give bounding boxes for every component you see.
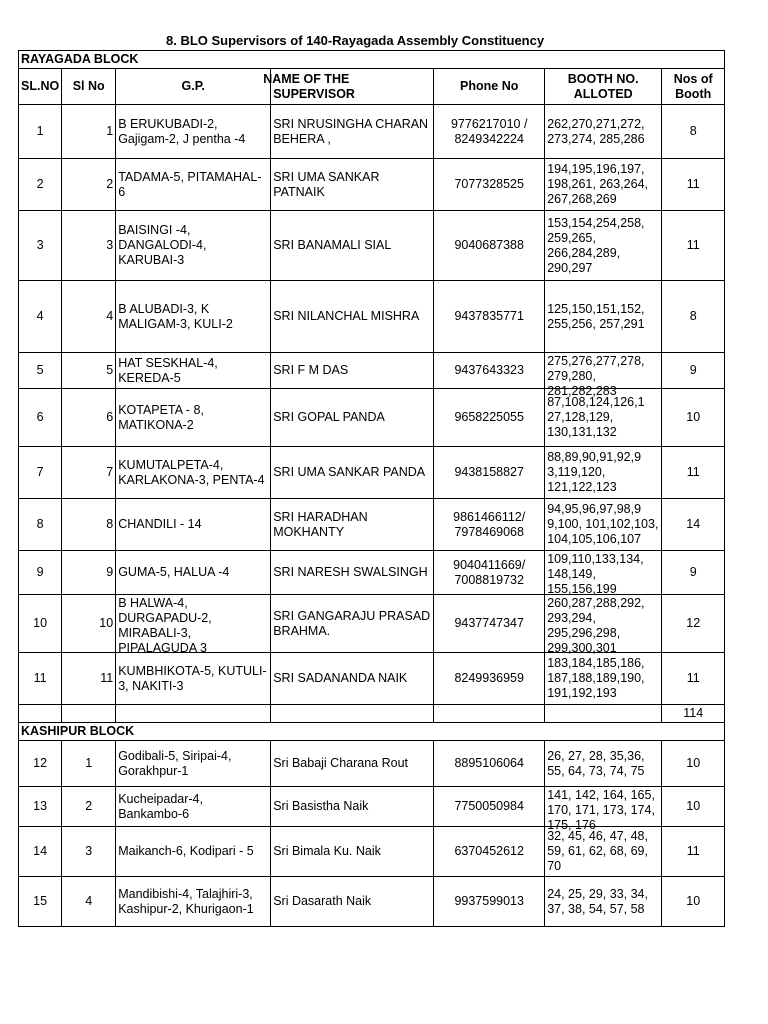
row-booth-numbers-text: 94,95,96,97,98,9 9,100, 101,102,103, 104,105,106,107 (547, 502, 659, 546)
row-sl-no-2 (62, 595, 116, 653)
row-nos-of-booth-text: 8 (689, 309, 697, 323)
row-phone-no (434, 447, 545, 499)
row-nos-of-booth-text: 10 (686, 894, 701, 908)
row-sl-no-2-text: 2 (106, 177, 114, 191)
row-phone-no-text: 9937599013 (454, 894, 524, 908)
row-sl-no-text: 14 (33, 844, 48, 858)
row-sl-no (19, 389, 62, 447)
row-gp (116, 551, 271, 595)
row-booth-numbers-text: 275,276,277,278, 279,280, 281,282,283 (547, 353, 645, 398)
row-sl-no (19, 281, 62, 353)
row-booth-numbers (545, 499, 662, 551)
row-supervisor-name (271, 877, 434, 927)
row-gp-text: Godibali-5, Siripai-4, Gorakhpur-1 (118, 748, 232, 778)
row-phone-no (434, 159, 545, 211)
row-nos-of-booth (662, 551, 725, 595)
row-sl-no-2 (62, 499, 116, 551)
row-sl-no (19, 877, 62, 927)
row-sl-no-2-text: 5 (106, 363, 114, 377)
row-nos-of-booth-text: 12 (686, 616, 701, 630)
row-nos-of-booth (662, 353, 725, 389)
row-sl-no (19, 595, 62, 653)
row-gp-text: Mandibishi-4, Talajhiri-3, Kashipur-2, Khurigaon-1 (118, 886, 254, 916)
row-nos-of-booth-text: 10 (686, 799, 701, 813)
row-sl-no-2-text: 2 (85, 799, 93, 813)
row-gp-text: HAT SESKHAL-4, KEREDA-5 (118, 355, 218, 385)
row-nos-of-booth (662, 281, 725, 353)
row-phone-no-text: 6370452612 (454, 844, 524, 858)
row-gp-text: CHANDILI - 14 (118, 517, 202, 531)
row-booth-numbers-text: 153,154,254,258, 259,265, 266,284,289, 290,297 (547, 215, 645, 275)
row-phone-no-text: 8895106064 (454, 756, 524, 770)
row-gp (116, 211, 271, 281)
row-supervisor-name-text: SRI UMA SANKAR PATNAIK (273, 169, 380, 199)
row-sl-no-2 (62, 211, 116, 281)
row-sl-no (19, 499, 62, 551)
row-gp-text: KUMUTALPETA-4, KARLAKONA-3, PENTA-4 (118, 457, 265, 487)
row-gp (116, 281, 271, 353)
row-sl-no (19, 787, 62, 827)
row-sl-no (19, 653, 62, 705)
row-supervisor-name-text: SRI GANGARAJU PRASAD BRAHMA. (273, 608, 431, 638)
row-sl-no-2-text: 10 (99, 616, 114, 630)
row-supervisor-name (271, 281, 434, 353)
row-supervisor-name-text: SRI GOPAL PANDA (273, 410, 385, 424)
row-gp (116, 827, 271, 877)
row-gp (116, 787, 271, 827)
row-gp-text: B HALWA-4, DURGAPADU-2, MIRABALI-3, PIPALAGUDA 3 (118, 595, 212, 655)
row-booth-numbers (545, 159, 662, 211)
row-sl-no-2-text: 7 (106, 465, 114, 479)
row-phone-no (434, 281, 545, 353)
row-booth-numbers-text: 87,108,124,126,1 27,128,129, 130,131,132 (547, 395, 645, 439)
row-supervisor-name-text: SRI NILANCHAL MISHRA (273, 309, 420, 323)
row-supervisor-name (271, 105, 434, 159)
row-gp-text: Kucheipadar-4, Bankambo-6 (118, 791, 203, 821)
row-sl-no (19, 551, 62, 595)
row-phone-no-text: 8249936959 (454, 671, 524, 685)
row-nos-of-booth-text: 10 (686, 756, 701, 770)
row-sl-no-2-text: 6 (106, 410, 114, 424)
row-phone-no (434, 653, 545, 705)
table-row (19, 105, 725, 159)
row-gp-text: KUMBHIKOTA-5, KUTULI-3, NAKITI-3 (118, 663, 267, 693)
row-booth-numbers-text: 194,195,196,197, 198,261, 263,264, 267,268,269 (547, 162, 648, 206)
row-gp (116, 389, 271, 447)
table-row (19, 159, 725, 211)
row-sl-no (19, 353, 62, 389)
row-sl-no-2-text: 3 (106, 238, 114, 252)
row-supervisor-name (271, 741, 434, 787)
row-phone-no-text: 9437835771 (454, 309, 524, 323)
row-booth-numbers-text: 125,150,151,152, 255,256, 257,291 (547, 301, 645, 331)
row-sl-no (19, 211, 62, 281)
row-phone-no (434, 827, 545, 877)
row-sl-no-text: 11 (33, 671, 47, 685)
row-sl-no-text: 10 (33, 616, 48, 630)
row-phone-no-text: 7077328525 (454, 177, 524, 191)
row-supervisor-name (271, 499, 434, 551)
row-sl-no-text: 5 (36, 363, 44, 377)
row-sl-no-text: 1 (36, 124, 44, 138)
row-nos-of-booth-text: 9 (689, 363, 697, 377)
header-gp: G.P. (116, 69, 271, 105)
row-sl-no-2 (62, 389, 116, 447)
block-label: RAYAGADA BLOCK (19, 51, 725, 69)
row-gp-text: BAISINGI -4, DANGALODI-4, KARUBAI-3 (118, 223, 207, 267)
total-empty-cell (271, 705, 434, 723)
total-empty-cell (116, 705, 271, 723)
row-supervisor-name-text: SRI HARADHAN MOKHANTY (273, 509, 368, 539)
header-sl-no: SL.NO (19, 69, 62, 105)
row-booth-numbers-text: 26, 27, 28, 35,36, 55, 64, 73, 74, 75 (547, 748, 645, 778)
row-phone-no (434, 353, 545, 389)
row-gp (116, 653, 271, 705)
row-supervisor-name-text: SRI F M DAS (273, 363, 349, 377)
row-sl-no (19, 447, 62, 499)
row-phone-no-text: 9776217010 / 8249342224 (450, 116, 528, 146)
row-nos-of-booth (662, 653, 725, 705)
total-empty-cell (434, 705, 545, 723)
row-gp-text: GUMA-5, HALUA -4 (118, 565, 230, 579)
row-supervisor-name (271, 787, 434, 827)
row-booth-numbers (545, 827, 662, 877)
table-header-row (19, 69, 725, 105)
row-supervisor-name (271, 551, 434, 595)
table-row (19, 551, 725, 595)
row-booth-numbers (545, 595, 662, 653)
row-sl-no-2 (62, 447, 116, 499)
row-sl-no-text: 8 (36, 517, 44, 531)
row-booth-numbers (545, 353, 662, 398)
row-sl-no-2 (62, 159, 116, 211)
row-sl-no-2-text: 9 (106, 565, 114, 579)
row-nos-of-booth-text: 11 (686, 238, 700, 252)
row-phone-no (434, 877, 545, 927)
row-sl-no-text: 12 (33, 756, 48, 770)
row-nos-of-booth (662, 499, 725, 551)
row-nos-of-booth-text: 11 (686, 465, 700, 479)
row-supervisor-name-text: SRI NARESH SWALSINGH (273, 565, 428, 579)
row-supervisor-name (271, 389, 434, 447)
row-sl-no-2-text: 3 (85, 844, 93, 858)
row-nos-of-booth (662, 787, 725, 827)
row-sl-no-2-text: 1 (106, 124, 114, 138)
row-nos-of-booth-text: 11 (686, 177, 700, 191)
table-row (19, 741, 725, 787)
table-row (19, 595, 725, 653)
row-nos-of-booth (662, 211, 725, 281)
row-sl-no-text: 7 (36, 465, 44, 479)
row-phone-no-text: 9658225055 (454, 410, 524, 424)
row-booth-numbers (545, 653, 662, 705)
table-row (19, 353, 725, 389)
row-sl-no-2-text: 11 (100, 671, 114, 685)
row-gp-text: TADAMA-5, PITAMAHAL-6 (118, 169, 262, 199)
row-supervisor-name-text: SRI BANAMALI SIAL (273, 238, 392, 252)
row-gp (116, 595, 271, 653)
row-phone-no (434, 787, 545, 827)
row-gp (116, 353, 271, 389)
row-nos-of-booth (662, 741, 725, 787)
row-phone-no-text: 9437643323 (454, 363, 524, 377)
row-gp (116, 105, 271, 159)
table-row (19, 653, 725, 705)
total-empty-cell (19, 705, 62, 723)
row-sl-no-2-text: 4 (106, 309, 114, 323)
row-sl-no-text: 9 (36, 565, 44, 579)
table-row (19, 877, 725, 927)
table-row (19, 787, 725, 827)
row-sl-no (19, 741, 62, 787)
row-booth-numbers (545, 551, 662, 595)
table-row (19, 499, 725, 551)
row-booth-numbers-text: 88,89,90,91,92,9 3,119,120, 121,122,123 (547, 450, 642, 494)
row-sl-no-2 (62, 787, 116, 827)
row-sl-no-text: 2 (36, 177, 44, 191)
row-gp (116, 447, 271, 499)
row-phone-no (434, 551, 545, 595)
row-phone-no (434, 595, 545, 653)
row-phone-no (434, 389, 545, 447)
row-sl-no-text: 15 (33, 894, 48, 908)
table-row (19, 827, 725, 877)
row-gp-text: B ERUKUBADI-2, Gajigam-2, J pentha -4 (118, 116, 246, 146)
row-supervisor-name (271, 211, 434, 281)
row-booth-numbers (545, 877, 662, 927)
row-sl-no-2-text: 1 (85, 756, 93, 770)
row-supervisor-name-text: SRI UMA SANKAR PANDA (273, 465, 426, 479)
row-booth-numbers-text: 260,287,288,292, 293,294, 295,296,298, 299,300,301 (547, 595, 645, 655)
row-sl-no-text: 6 (36, 410, 44, 424)
row-sl-no-text: 13 (33, 799, 48, 813)
total-booth-count: 114 (662, 705, 725, 723)
row-supervisor-name-text: Sri Basistha Naik (273, 799, 369, 813)
table-row (19, 447, 725, 499)
row-sl-no-2-text: 8 (106, 517, 114, 531)
blo-supervisor-table (18, 50, 725, 927)
row-phone-no (434, 211, 545, 281)
row-gp (116, 159, 271, 211)
row-sl-no-2 (62, 827, 116, 877)
row-phone-no (434, 741, 545, 787)
row-sl-no-2-text: 4 (85, 894, 93, 908)
row-sl-no (19, 159, 62, 211)
row-sl-no-2 (62, 653, 116, 705)
row-booth-numbers (545, 447, 662, 499)
row-nos-of-booth-text: 10 (686, 410, 701, 424)
document-title: 8. BLO Supervisors of 140-Rayagada Assembly Constituency (166, 33, 545, 48)
row-gp (116, 877, 271, 927)
row-gp (116, 741, 271, 787)
row-gp (116, 499, 271, 551)
row-sl-no-text: 3 (36, 238, 44, 252)
block-header-row (19, 51, 725, 69)
header-supervisor-name: NAME OF THE SUPERVISOR (271, 69, 434, 105)
header-sl-no-2: Sl No (62, 69, 116, 105)
row-phone-no (434, 105, 545, 159)
row-nos-of-booth (662, 877, 725, 927)
row-sl-no (19, 105, 62, 159)
row-nos-of-booth-text: 8 (689, 124, 697, 138)
row-nos-of-booth (662, 827, 725, 877)
header-booth-no: BOOTH NO. ALLOTED (545, 69, 662, 105)
table-row (19, 211, 725, 281)
row-phone-no-text: 9040411669/ 7008819732 (453, 557, 526, 587)
row-supervisor-name (271, 827, 434, 877)
row-booth-numbers-text: 183,184,185,186, 187,188,189,190, 191,192,193 (547, 656, 645, 700)
row-booth-numbers (545, 741, 662, 787)
row-gp-text: Maikanch-6, Kodipari - 5 (118, 844, 254, 858)
row-supervisor-name-text: SRI SADANANDA NAIK (273, 671, 408, 685)
row-gp-text: KOTAPETA - 8, MATIKONA-2 (118, 402, 204, 432)
row-booth-numbers-text: 109,110,133,134, 148,149, 155,156,199 (547, 551, 644, 596)
row-nos-of-booth (662, 447, 725, 499)
block-label: KASHIPUR BLOCK (19, 723, 725, 741)
row-supervisor-name (271, 653, 434, 705)
row-sl-no-2 (62, 877, 116, 927)
row-nos-of-booth (662, 105, 725, 159)
row-phone-no (434, 499, 545, 551)
row-supervisor-name (271, 595, 434, 653)
row-supervisor-name-text: Sri Dasarath Naik (273, 894, 372, 908)
row-nos-of-booth-text: 11 (686, 671, 700, 685)
row-booth-numbers (545, 389, 662, 447)
header-phone-no: Phone No (434, 69, 545, 105)
row-sl-no-2 (62, 105, 116, 159)
row-booth-numbers-text: 141, 142, 164, 165, 170, 171, 173, 174, 175, 176 (547, 787, 655, 832)
row-booth-numbers-text: 262,270,271,272, 273,274, 285,286 (547, 116, 645, 146)
row-sl-no (19, 827, 62, 877)
total-empty-cell (62, 705, 116, 723)
row-sl-no-2 (62, 741, 116, 787)
table-row (19, 281, 725, 353)
row-gp-text: B ALUBADI-3, K MALIGAM-3, KULI-2 (118, 301, 233, 331)
row-booth-numbers (545, 787, 662, 832)
row-booth-numbers (545, 211, 662, 281)
row-sl-no-text: 4 (36, 309, 44, 323)
row-supervisor-name-text: SRI NRUSINGHA CHARAN BEHERA , (273, 116, 429, 146)
row-nos-of-booth (662, 159, 725, 211)
row-nos-of-booth (662, 595, 725, 653)
row-phone-no-text: 9861466112/ 7978469068 (453, 509, 526, 539)
row-nos-of-booth-text: 9 (689, 565, 697, 579)
row-supervisor-name (271, 447, 434, 499)
row-phone-no-text: 9438158827 (454, 465, 524, 479)
row-sl-no-2 (62, 551, 116, 595)
row-booth-numbers (545, 281, 662, 353)
row-phone-no-text: 9040687388 (454, 238, 524, 252)
row-phone-no-text: 7750050984 (454, 799, 524, 813)
row-sl-no-2 (62, 281, 116, 353)
row-nos-of-booth (662, 389, 725, 447)
table-row (19, 389, 725, 447)
row-booth-numbers (545, 105, 662, 159)
header-nos-of-booth: Nos of Booth (662, 69, 725, 105)
row-nos-of-booth-text: 11 (686, 844, 700, 858)
row-supervisor-name (271, 159, 434, 211)
row-booth-numbers-text: 24, 25, 29, 33, 34, 37, 38, 54, 57, 58 (547, 886, 648, 916)
row-booth-numbers-text: 32, 45, 46, 47, 48, 59, 61, 62, 68, 69, 70 (547, 829, 648, 873)
row-phone-no-text: 9437747347 (454, 616, 524, 630)
row-supervisor-name (271, 353, 434, 389)
row-supervisor-name-text: Sri Babaji Charana Rout (273, 756, 408, 770)
block-header-row (19, 723, 725, 741)
total-empty-cell (545, 705, 662, 723)
row-supervisor-name-text: Sri Bimala Ku. Naik (273, 844, 381, 858)
row-nos-of-booth-text: 14 (686, 517, 701, 531)
total-row (19, 705, 725, 723)
row-sl-no-2 (62, 353, 116, 389)
